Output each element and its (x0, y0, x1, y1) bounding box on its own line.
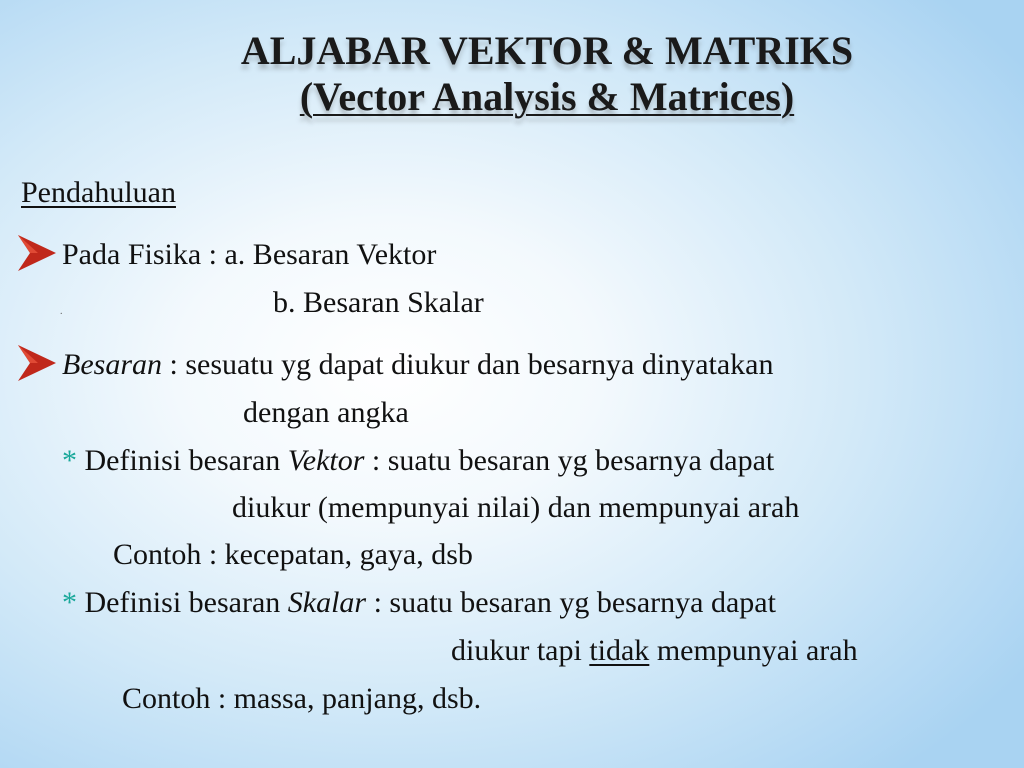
section-heading: Pendahuluan (21, 176, 176, 209)
example-vektor: Contoh : kecepatan, gaya, dsb (113, 538, 473, 571)
arrow-bullet-icon (14, 233, 58, 273)
continuation-text: diukur tapi (451, 634, 590, 667)
title-line-1: ALJABAR VEKTOR & MATRIKS (240, 28, 854, 73)
definition-vektor-continuation: diukur (mempunyai nilai) dan mempunyai arah (232, 491, 800, 524)
definition-prefix: Definisi besaran (77, 586, 288, 619)
bullet-1-continuation: b. Besaran Skalar (273, 286, 484, 319)
star-bullet: * (62, 586, 77, 619)
example-skalar: Contoh : massa, panjang, dsb. (122, 682, 482, 715)
term-vektor: Vektor (287, 444, 365, 477)
definition-skalar (62, 586, 776, 620)
besaran-definition: : sesuatu yg dapat diukur dan besarnya dinyatakan (162, 348, 774, 381)
continuation-text-end: mempunyai arah (649, 634, 858, 667)
bullet-1-text: Pada Fisika : a. Besaran Vektor (62, 238, 437, 271)
vektor-definition: : suatu besaran yg besarnya dapat (364, 444, 775, 477)
star-bullet: * (62, 444, 77, 477)
emphasis-tidak: tidak (589, 634, 650, 667)
term-skalar: Skalar (287, 586, 367, 619)
definition-vektor (62, 444, 774, 478)
definition-prefix: Definisi besaran (77, 444, 288, 477)
bullet-1-marker-dot: . (60, 306, 63, 317)
skalar-definition: : suatu besaran yg besarnya dapat (366, 586, 776, 619)
definition-skalar-continuation (451, 634, 858, 668)
arrow-bullet-icon (14, 343, 58, 383)
term-besaran: Besaran (62, 348, 162, 381)
bullet-2-text (62, 348, 773, 382)
slide-title (0, 28, 1024, 120)
title-line-2: (Vector Analysis & Matrices) (299, 74, 795, 119)
bullet-2-continuation: dengan angka (243, 396, 409, 429)
